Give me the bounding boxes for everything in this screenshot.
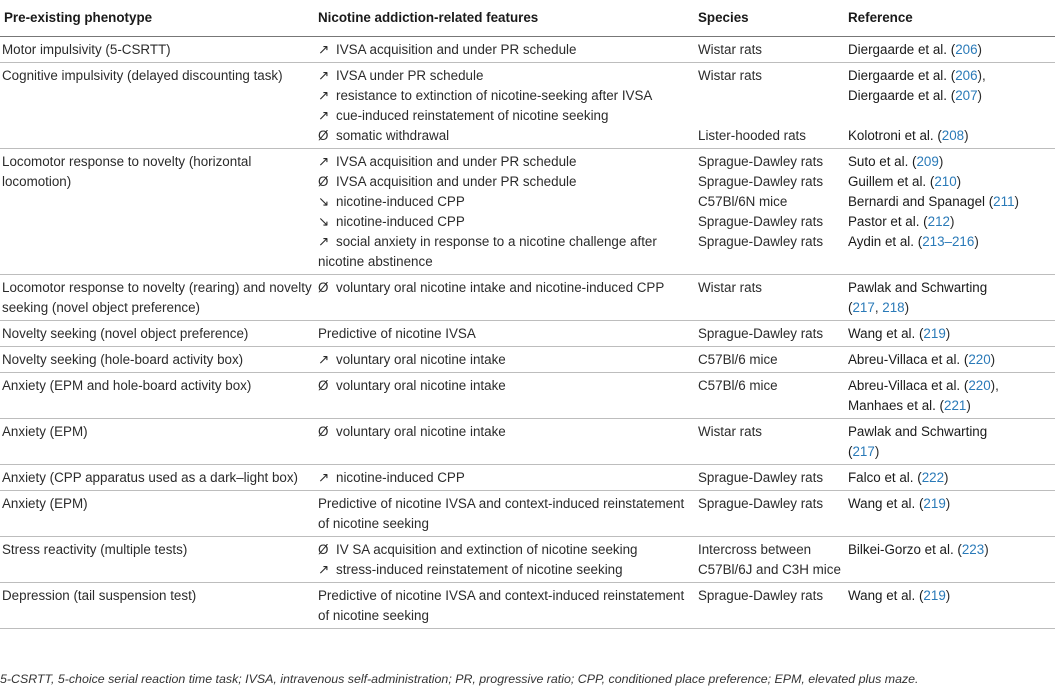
feature-text: voluntary oral nicotine intake bbox=[336, 424, 506, 439]
reference-line bbox=[848, 586, 1053, 606]
phenotype-table bbox=[0, 4, 1055, 629]
increase-arrow-icon: ↗ bbox=[318, 562, 330, 577]
citation-number-link[interactable]: 217 bbox=[852, 444, 875, 459]
table-row bbox=[0, 583, 1055, 629]
table-row bbox=[0, 321, 1055, 347]
feature-line bbox=[318, 278, 692, 298]
reference-line bbox=[848, 468, 1053, 488]
table-row bbox=[0, 465, 1055, 491]
feature-text: resistance to extinction of nicotine-seeking after IVSA bbox=[336, 88, 653, 103]
cell-species bbox=[694, 491, 844, 537]
cell-features bbox=[314, 321, 694, 347]
cell-species bbox=[694, 275, 844, 321]
feature-text: voluntary oral nicotine intake and nicotine-induced CPP bbox=[336, 280, 665, 295]
species-line: Lister-hooded rats bbox=[698, 128, 806, 143]
header-reference: Reference bbox=[844, 4, 1055, 37]
reference-line bbox=[848, 376, 1053, 396]
feature-line bbox=[318, 212, 692, 232]
citation-number-link[interactable]: 212 bbox=[927, 214, 950, 229]
reference-line bbox=[848, 396, 1053, 416]
cell-phenotype: Novelty seeking (novel object preference) bbox=[0, 321, 314, 347]
feature-line bbox=[318, 106, 692, 126]
table-row bbox=[0, 275, 1055, 321]
cell-species bbox=[694, 465, 844, 491]
citation-number-link[interactable]: 220 bbox=[968, 378, 991, 393]
species-line: Sprague-Dawley rats bbox=[698, 154, 824, 169]
feature-text: nicotine-induced CPP bbox=[336, 214, 465, 229]
cell-features bbox=[314, 149, 694, 275]
reference-authors: Wang et al. ( bbox=[848, 496, 924, 511]
species-line: C57Bl/6J and C3H mice bbox=[698, 562, 841, 577]
increase-arrow-icon: ↗ bbox=[318, 68, 330, 83]
species-line: Wistar rats bbox=[698, 280, 762, 295]
reference-tail: ) bbox=[990, 352, 996, 367]
table-row bbox=[0, 491, 1055, 537]
citation-number-link[interactable]: 217 bbox=[852, 300, 875, 315]
reference-tail: ) bbox=[945, 588, 951, 603]
no-effect-icon: Ø bbox=[318, 542, 329, 557]
cell-phenotype: Motor impulsivity (5-CSRTT) bbox=[0, 37, 314, 63]
species-line: Sprague-Dawley rats bbox=[698, 326, 824, 341]
feature-text: IV SA acquisition and extinction of nicotine seeking bbox=[336, 542, 638, 557]
cell-species bbox=[694, 537, 844, 583]
citation-number-link[interactable]: 206 bbox=[955, 42, 978, 57]
species-line: Wistar rats bbox=[698, 68, 762, 83]
cell-phenotype: Cognitive impulsivity (delayed discounting task) bbox=[0, 63, 314, 149]
cell-species bbox=[694, 347, 844, 373]
no-effect-icon: Ø bbox=[318, 280, 329, 295]
reference-tail: ) bbox=[977, 42, 982, 57]
header-phenotype: Pre-existing phenotype bbox=[0, 4, 314, 37]
citation-number-link[interactable]: 211 bbox=[993, 194, 1015, 209]
decrease-arrow-icon: ↘ bbox=[318, 214, 330, 229]
cell-reference bbox=[844, 149, 1055, 275]
species-line: Sprague-Dawley rats bbox=[698, 470, 824, 485]
reference-authors: Pawlak and Schwarting bbox=[848, 424, 988, 439]
citation-number-link[interactable]: 219 bbox=[923, 326, 946, 341]
citation-number-link[interactable]: 219 bbox=[923, 588, 946, 603]
cell-phenotype: Anxiety (EPM) bbox=[0, 491, 314, 537]
reference-authors: Pastor et al. ( bbox=[848, 214, 928, 229]
feature-text: nicotine-induced CPP bbox=[336, 194, 465, 209]
reference-authors: Kolotroni et al. ( bbox=[848, 128, 942, 143]
feature-text: IVSA acquisition and under PR schedule bbox=[336, 42, 577, 57]
no-effect-icon: Ø bbox=[318, 128, 329, 143]
reference-line bbox=[848, 66, 1053, 86]
table-row bbox=[0, 537, 1055, 583]
cell-features bbox=[314, 373, 694, 419]
cell-features bbox=[314, 491, 694, 537]
cell-features bbox=[314, 537, 694, 583]
feature-text: stress-induced reinstatement of nicotine seeking bbox=[336, 562, 623, 577]
no-effect-icon: Ø bbox=[318, 424, 329, 439]
table-body bbox=[0, 37, 1055, 629]
reference-line bbox=[848, 40, 1053, 60]
cell-features bbox=[314, 583, 694, 629]
cell-species bbox=[694, 321, 844, 347]
increase-arrow-icon: ↗ bbox=[318, 88, 330, 103]
reference-authors: Diergaarde et al. ( bbox=[848, 88, 956, 103]
cell-features bbox=[314, 275, 694, 321]
reference-tail: ) bbox=[945, 496, 951, 511]
reference-line bbox=[848, 324, 1053, 344]
increase-arrow-icon: ↗ bbox=[318, 108, 330, 123]
feature-text: voluntary oral nicotine intake bbox=[336, 378, 506, 393]
feature-text: somatic withdrawal bbox=[336, 128, 450, 143]
header-species: Species bbox=[694, 4, 844, 37]
citation-number-link[interactable]: 208 bbox=[941, 128, 965, 143]
cell-features bbox=[314, 63, 694, 149]
reference-line bbox=[848, 298, 1053, 318]
cell-species bbox=[694, 149, 844, 275]
no-effect-icon: Ø bbox=[318, 378, 329, 393]
cell-phenotype: Depression (tail suspension test) bbox=[0, 583, 314, 629]
reference-authors: Abreu-Villaca et al. ( bbox=[848, 352, 969, 367]
feature-text: Predictive of nicotine IVSA bbox=[318, 326, 476, 341]
increase-arrow-icon: ↗ bbox=[318, 234, 330, 249]
reference-authors: ( bbox=[848, 300, 853, 315]
cell-reference bbox=[844, 583, 1055, 629]
table-row bbox=[0, 149, 1055, 275]
reference-authors: Manhaes et al. ( bbox=[848, 398, 945, 413]
cell-features bbox=[314, 347, 694, 373]
citation-number-link[interactable]: 220 bbox=[968, 352, 991, 367]
feature-text: IVSA acquisition and under PR schedule bbox=[336, 174, 577, 189]
reference-tail: ) bbox=[984, 542, 989, 557]
feature-line bbox=[318, 40, 692, 60]
reference-authors: Falco et al. ( bbox=[848, 470, 922, 485]
reference-line bbox=[848, 212, 1053, 232]
cell-phenotype: Novelty seeking (hole-board activity box) bbox=[0, 347, 314, 373]
reference-tail: ) bbox=[944, 470, 949, 485]
feature-line bbox=[318, 540, 692, 560]
reference-authors: Abreu-Villaca et al. ( bbox=[848, 378, 969, 393]
table-row bbox=[0, 37, 1055, 63]
species-line: Sprague-Dawley rats bbox=[698, 234, 824, 249]
species-line bbox=[698, 106, 842, 126]
increase-arrow-icon: ↗ bbox=[318, 352, 330, 367]
reference-tail: ) bbox=[945, 326, 951, 341]
reference-line bbox=[848, 106, 1053, 126]
citation-number-link[interactable]: 223 bbox=[961, 542, 985, 557]
cell-species bbox=[694, 373, 844, 419]
feature-line bbox=[318, 350, 692, 370]
feature-line bbox=[318, 86, 692, 106]
species-line: C57Bl/6 mice bbox=[698, 378, 778, 393]
species-line: Sprague-Dawley rats bbox=[698, 588, 824, 603]
feature-line bbox=[318, 126, 692, 146]
feature-text: IVSA under PR schedule bbox=[336, 68, 484, 83]
reference-tail: ) bbox=[904, 300, 910, 315]
feature-text: cue-induced reinstatement of nicotine seeking bbox=[336, 108, 609, 123]
cell-features bbox=[314, 37, 694, 63]
reference-line bbox=[848, 540, 1053, 560]
reference-authors: Guillem et al. ( bbox=[848, 174, 935, 189]
feature-text: nicotine-induced CPP bbox=[336, 470, 465, 485]
cell-phenotype: Anxiety (CPP apparatus used as a dark–light box) bbox=[0, 465, 314, 491]
reference-tail: , bbox=[874, 300, 883, 315]
reference-line bbox=[848, 172, 1053, 192]
reference-line bbox=[848, 442, 1053, 462]
reference-authors: ( bbox=[848, 444, 853, 459]
species-line: Sprague-Dawley rats bbox=[698, 496, 824, 511]
cell-reference bbox=[844, 321, 1055, 347]
species-line: Wistar rats bbox=[698, 42, 762, 57]
reference-tail: ), bbox=[990, 378, 999, 393]
feature-line bbox=[318, 152, 692, 172]
feature-text: voluntary oral nicotine intake bbox=[336, 352, 506, 367]
table-footnote: 5-CSRTT, 5-choice serial reaction time task; IVSA, intravenous self-administration; PR, progressive ratio; CPP, conditioned place preference; EPM, elevated plus maze. bbox=[0, 672, 919, 686]
citation-number-link[interactable]: 210 bbox=[934, 174, 957, 189]
increase-arrow-icon: ↗ bbox=[318, 154, 330, 169]
reference-tail: ) bbox=[966, 398, 971, 413]
cell-reference bbox=[844, 373, 1055, 419]
reference-line bbox=[848, 86, 1053, 106]
cell-phenotype: Anxiety (EPM and hole-board activity box) bbox=[0, 373, 314, 419]
feature-line bbox=[318, 422, 692, 442]
cell-features bbox=[314, 465, 694, 491]
increase-arrow-icon: ↗ bbox=[318, 42, 330, 57]
cell-reference bbox=[844, 419, 1055, 465]
feature-line bbox=[318, 468, 692, 488]
reference-authors: Bilkei-Gorzo et al. ( bbox=[848, 542, 962, 557]
cell-species bbox=[694, 37, 844, 63]
citation-number-link[interactable]: 213–216 bbox=[922, 234, 975, 249]
species-line: C57Bl/6N mice bbox=[698, 194, 788, 209]
species-line: Wistar rats bbox=[698, 424, 762, 439]
species-line: Sprague-Dawley rats bbox=[698, 174, 824, 189]
cell-species bbox=[694, 63, 844, 149]
cell-phenotype: Anxiety (EPM) bbox=[0, 419, 314, 465]
citation-number-link[interactable]: 218 bbox=[882, 300, 905, 315]
reference-tail: ) bbox=[964, 128, 969, 143]
feature-line bbox=[318, 560, 692, 580]
reference-authors: Pawlak and Schwarting bbox=[848, 280, 988, 295]
feature-line bbox=[318, 192, 692, 212]
reference-authors: Wang et al. ( bbox=[848, 588, 924, 603]
species-line bbox=[698, 86, 842, 106]
feature-line bbox=[318, 494, 692, 534]
feature-line bbox=[318, 324, 692, 344]
feature-line bbox=[318, 66, 692, 86]
reference-authors: Diergaarde et al. ( bbox=[848, 68, 956, 83]
cell-reference bbox=[844, 63, 1055, 149]
reference-authors: Bernardi and Spanagel ( bbox=[848, 194, 994, 209]
cell-reference bbox=[844, 491, 1055, 537]
feature-text: Predictive of nicotine IVSA and context-induced reinstatement of nicotine seeking bbox=[318, 496, 685, 531]
reference-authors: Wang et al. ( bbox=[848, 326, 924, 341]
citation-number-link[interactable]: 222 bbox=[921, 470, 945, 485]
reference-tail: ) bbox=[977, 88, 982, 103]
citation-number-link[interactable]: 207 bbox=[955, 88, 978, 103]
decrease-arrow-icon: ↘ bbox=[318, 194, 330, 209]
feature-line bbox=[318, 232, 692, 272]
feature-text: Predictive of nicotine IVSA and context-induced reinstatement of nicotine seeking bbox=[318, 588, 685, 623]
species-line: Sprague-Dawley rats bbox=[698, 214, 824, 229]
reference-tail: ) bbox=[956, 174, 962, 189]
reference-authors: Suto et al. ( bbox=[848, 154, 917, 169]
cell-reference bbox=[844, 465, 1055, 491]
cell-reference bbox=[844, 537, 1055, 583]
cell-phenotype: Locomotor response to novelty (rearing) and novelty seeking (novel object preference) bbox=[0, 275, 314, 321]
increase-arrow-icon: ↗ bbox=[318, 470, 330, 485]
reference-tail: ), bbox=[977, 68, 986, 83]
cell-reference bbox=[844, 275, 1055, 321]
reference-line bbox=[848, 126, 1053, 146]
feature-text: social anxiety in response to a nicotine challenge after nicotine abstinence bbox=[318, 234, 657, 269]
reference-tail: ) bbox=[938, 154, 944, 169]
reference-line bbox=[848, 232, 1053, 252]
feature-line bbox=[318, 586, 692, 626]
citation-number-link[interactable]: 221 bbox=[944, 398, 967, 413]
citation-number-link[interactable]: 219 bbox=[923, 496, 946, 511]
reference-tail: ) bbox=[949, 214, 955, 229]
reference-authors: Diergaarde et al. ( bbox=[848, 42, 956, 57]
reference-line bbox=[848, 422, 1053, 442]
table-row bbox=[0, 347, 1055, 373]
no-effect-icon: Ø bbox=[318, 174, 329, 189]
table-row bbox=[0, 63, 1055, 149]
reference-line bbox=[848, 192, 1053, 212]
cell-reference bbox=[844, 347, 1055, 373]
reference-line bbox=[848, 152, 1053, 172]
citation-number-link[interactable]: 206 bbox=[955, 68, 978, 83]
table-header-row bbox=[0, 4, 1055, 37]
header-features: Nicotine addiction-related features bbox=[314, 4, 694, 37]
cell-species bbox=[694, 419, 844, 465]
feature-line bbox=[318, 172, 692, 192]
species-line: Intercross between bbox=[698, 542, 812, 557]
cell-species bbox=[694, 583, 844, 629]
cell-phenotype: Stress reactivity (multiple tests) bbox=[0, 537, 314, 583]
cell-features bbox=[314, 419, 694, 465]
cell-phenotype: Locomotor response to novelty (horizontal locomotion) bbox=[0, 149, 314, 275]
reference-tail: ) bbox=[874, 444, 880, 459]
reference-line bbox=[848, 278, 1053, 298]
reference-line bbox=[848, 350, 1053, 370]
table-row bbox=[0, 373, 1055, 419]
reference-tail: ) bbox=[1014, 194, 1019, 209]
reference-authors: Aydin et al. ( bbox=[848, 234, 923, 249]
citation-number-link[interactable]: 209 bbox=[916, 154, 939, 169]
species-line: C57Bl/6 mice bbox=[698, 352, 778, 367]
table-row bbox=[0, 419, 1055, 465]
reference-line bbox=[848, 494, 1053, 514]
feature-text: IVSA acquisition and under PR schedule bbox=[336, 154, 577, 169]
reference-tail: ) bbox=[974, 234, 979, 249]
cell-reference bbox=[844, 37, 1055, 63]
feature-line bbox=[318, 376, 692, 396]
